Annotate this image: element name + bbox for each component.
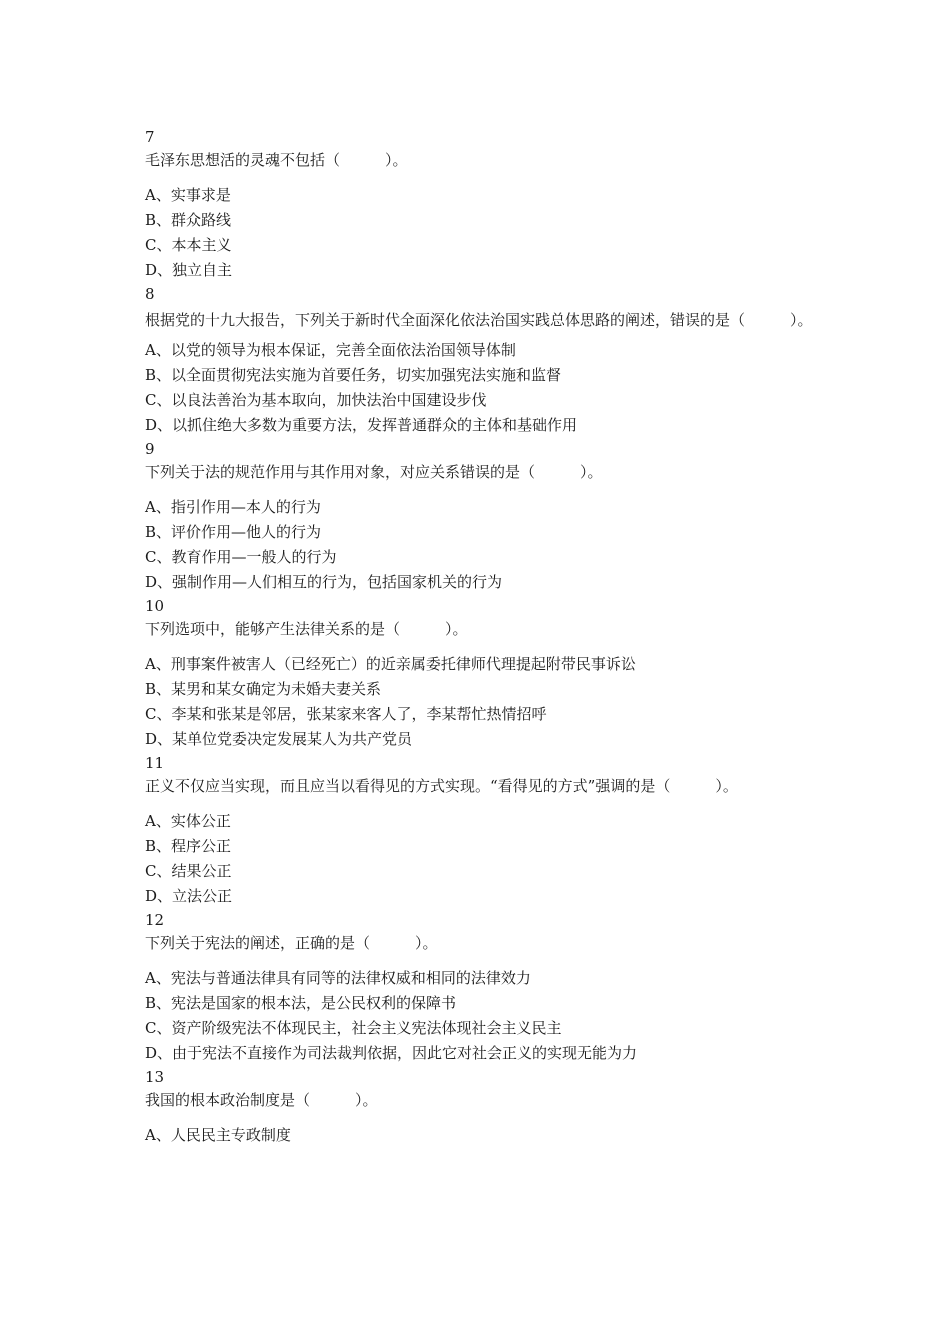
question-8 [145, 283, 825, 438]
option-b: B、评价作用—他人的行为 [145, 523, 322, 541]
option-d: D、以抓住绝大多数为重要方法，发挥普通群众的主体和基础作用 [145, 416, 578, 434]
option-a: A、人民民主专政制度 [145, 1126, 291, 1144]
question-stem: 下列选项中，能够产生法律关系的是（ ）。 [145, 620, 468, 638]
question-stem: 毛泽东思想活的灵魂不包括（ ）。 [145, 151, 408, 169]
question-number: 12 [145, 911, 165, 929]
question-stem: 根据党的十九大报告，下列关于新时代全面深化依法治国实践总体思路的阐述，错误的是（ ）。 [145, 311, 813, 329]
question-stem: 下列关于宪法的阐述，正确的是（ ）。 [145, 934, 438, 952]
option-a: A、实事求是 [145, 186, 231, 204]
option-d: D、强制作用—人们相互的行为，包括国家机关的行为 [145, 573, 503, 591]
option-b: B、某男和某女确定为未婚夫妻关系 [145, 680, 382, 698]
question-7 [145, 126, 825, 283]
option-d: D、由于宪法不直接作为司法裁判依据，因此它对社会正义的实现无能为力 [145, 1044, 638, 1062]
option-c: C、教育作用—一般人的行为 [145, 548, 337, 566]
option-b: B、程序公正 [145, 837, 232, 855]
question-stem: 正义不仅应当实现，而且应当以看得见的方式实现。“看得见的方式”强调的是（ ）。 [145, 777, 738, 795]
question-9 [145, 438, 825, 595]
question-number: 13 [145, 1068, 165, 1086]
option-a: A、以党的领导为根本保证，完善全面依法治国领导体制 [145, 341, 516, 359]
question-list [145, 126, 825, 1148]
question-number: 7 [145, 128, 155, 146]
question-number: 10 [145, 597, 165, 615]
option-b: B、群众路线 [145, 211, 232, 229]
question-10 [145, 595, 825, 752]
option-a: A、刑事案件被害人（已经死亡）的近亲属委托律师代理提起附带民事诉讼 [145, 655, 636, 673]
option-b: B、宪法是国家的根本法，是公民权利的保障书 [145, 994, 457, 1012]
option-c: C、李某和张某是邻居，张某家来客人了，李某帮忙热情招呼 [145, 705, 547, 723]
question-number: 8 [145, 285, 155, 303]
option-b: B、以全面贯彻宪法实施为首要任务，切实加强宪法实施和监督 [145, 366, 562, 384]
option-c: C、资产阶级宪法不体现民主，社会主义宪法体现社会主义民主 [145, 1019, 562, 1037]
question-12 [145, 909, 825, 1066]
question-number: 9 [145, 440, 155, 458]
question-number: 11 [145, 754, 165, 772]
option-a: A、宪法与普通法律具有同等的法律权威和相同的法律效力 [145, 969, 531, 987]
question-stem: 我国的根本政治制度是（ ）。 [145, 1091, 378, 1109]
option-d: D、某单位党委决定发展某人为共产党员 [145, 730, 413, 748]
option-a: A、实体公正 [145, 812, 231, 830]
option-c: C、本本主义 [145, 236, 232, 254]
question-stem: 下列关于法的规范作用与其作用对象，对应关系错误的是（ ）。 [145, 463, 603, 481]
option-d: D、独立自主 [145, 261, 233, 279]
question-11 [145, 752, 825, 909]
option-c: C、以良法善治为基本取向，加快法治中国建设步伐 [145, 391, 487, 409]
question-13 [145, 1066, 825, 1148]
option-d: D、立法公正 [145, 887, 233, 905]
option-a: A、指引作用—本人的行为 [145, 498, 321, 516]
option-c: C、结果公正 [145, 862, 232, 880]
